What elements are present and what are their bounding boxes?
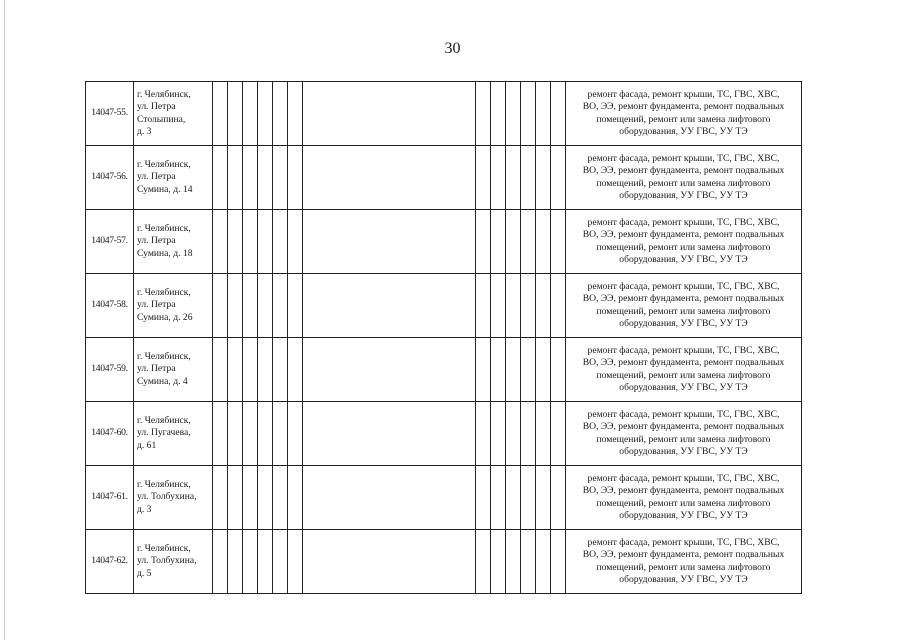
repair-works-line: ремонт фасада, ремонт крыши, ТС, ГВС, ХВС, — [587, 408, 780, 420]
table-row — [86, 82, 802, 146]
repair-works-line: ВО, ЭЭ, ремонт фундамента, ремонт подвальных — [582, 293, 785, 304]
empty-cell — [258, 338, 273, 402]
repair-works-line: оборудования, УУ ГВС, УУ ТЭ — [619, 382, 748, 393]
repair-works-line: помещений, ремонт или замена лифтового — [596, 497, 771, 509]
house-id-cell: 14047-56. — [86, 146, 134, 210]
empty-cell — [521, 466, 536, 530]
repair-works-line: оборудования, УУ ГВС, УУ ТЭ — [619, 446, 748, 457]
empty-cell — [491, 210, 506, 274]
empty-cell — [288, 82, 303, 146]
repair-works-line: ремонт фасада, ремонт крыши, ТС, ГВС, ХВС, — [587, 536, 780, 548]
empty-cell — [243, 530, 258, 594]
empty-cell — [536, 530, 551, 594]
address-line: г. Челябинск, — [137, 286, 191, 298]
empty-cell — [506, 146, 521, 210]
address-line: ул. Толбухина, — [137, 555, 197, 567]
empty-cell — [476, 82, 491, 146]
empty-cell — [551, 338, 566, 402]
empty-cell — [506, 466, 521, 530]
empty-cell — [536, 210, 551, 274]
empty-cell — [228, 82, 243, 146]
empty-wide-cell — [303, 530, 476, 594]
empty-cell — [491, 146, 506, 210]
address-line: д. 3 — [137, 126, 152, 137]
repair-works-line: ремонт фасада, ремонт крыши, ТС, ГВС, ХВС, — [587, 344, 780, 356]
repair-works-line: ремонт фасада, ремонт крыши, ТС, ГВС, ХВС, — [587, 216, 780, 228]
empty-cell — [521, 338, 536, 402]
empty-cell — [258, 274, 273, 338]
address-line: д. 3 — [137, 503, 152, 515]
address-line: ул. Толбухина, — [137, 491, 197, 503]
empty-cell — [551, 82, 566, 146]
empty-wide-cell — [303, 338, 476, 402]
repair-works-line: помещений, ремонт или замена лифтового — [596, 241, 771, 253]
house-id-cell: 14047-59. — [86, 338, 134, 402]
address-line: ул. Петра — [137, 101, 176, 112]
repair-works-line: ВО, ЭЭ, ремонт фундамента, ремонт подвальных — [582, 357, 785, 368]
empty-cell — [536, 338, 551, 402]
empty-wide-cell — [303, 82, 476, 146]
empty-cell — [536, 82, 551, 146]
empty-cell — [213, 210, 228, 274]
address-line: г. Челябинск, — [137, 88, 191, 100]
empty-cell — [228, 338, 243, 402]
empty-cell — [243, 210, 258, 274]
empty-wide-cell — [303, 146, 476, 210]
address-cell — [134, 338, 213, 402]
address-line: Сумина, д. 18 — [137, 247, 193, 259]
empty-cell — [288, 210, 303, 274]
empty-cell — [476, 402, 491, 466]
table-body — [86, 82, 802, 594]
empty-cell — [491, 530, 506, 594]
empty-cell — [213, 146, 228, 210]
address-cell — [134, 146, 213, 210]
address-line: ул. Петра — [137, 299, 176, 311]
empty-cell — [551, 274, 566, 338]
repair-works-line: оборудования, УУ ГВС, УУ ТЭ — [619, 318, 748, 329]
empty-cell — [551, 402, 566, 466]
repair-works-line: ВО, ЭЭ, ремонт фундамента, ремонт подвальных — [582, 421, 785, 432]
empty-cell — [476, 466, 491, 530]
address-line: Сумина, д. 26 — [137, 311, 193, 323]
empty-cell — [228, 210, 243, 274]
empty-cell — [273, 210, 288, 274]
empty-cell — [288, 274, 303, 338]
address-cell — [134, 530, 213, 594]
empty-cell — [506, 338, 521, 402]
empty-cell — [491, 82, 506, 146]
table-row — [86, 530, 802, 594]
empty-cell — [551, 210, 566, 274]
empty-cell — [288, 146, 303, 210]
empty-cell — [521, 210, 536, 274]
empty-cell — [228, 402, 243, 466]
repair-works-line: помещений, ремонт или замена лифтового — [596, 177, 771, 189]
repair-works-line: помещений, ремонт или замена лифтового — [596, 305, 771, 317]
empty-wide-cell — [303, 274, 476, 338]
empty-cell — [506, 530, 521, 594]
empty-cell — [258, 146, 273, 210]
empty-cell — [273, 530, 288, 594]
empty-cell — [273, 274, 288, 338]
empty-wide-cell — [303, 210, 476, 274]
empty-cell — [536, 146, 551, 210]
empty-cell — [491, 274, 506, 338]
empty-cell — [536, 466, 551, 530]
empty-cell — [213, 82, 228, 146]
repair-works-line: помещений, ремонт или замена лифтового — [596, 433, 771, 445]
page-edge — [4, 0, 5, 640]
address-line: г. Челябинск, — [137, 478, 191, 490]
empty-cell — [521, 146, 536, 210]
repair-works-line: оборудования, УУ ГВС, УУ ТЭ — [619, 190, 748, 201]
address-cell — [134, 210, 213, 274]
empty-cell — [228, 466, 243, 530]
repair-works-line: ВО, ЭЭ, ремонт фундамента, ремонт подвальных — [582, 485, 785, 496]
address-line: г. Челябинск, — [137, 414, 191, 426]
address-line: Сумина, д. 14 — [137, 183, 193, 195]
empty-cell — [491, 402, 506, 466]
empty-cell — [273, 338, 288, 402]
repair-works-line: ремонт фасада, ремонт крыши, ТС, ГВС, ХВС, — [587, 472, 780, 484]
address-line: д. 5 — [137, 567, 152, 579]
empty-cell — [536, 402, 551, 466]
repair-works-line: ВО, ЭЭ, ремонт фундамента, ремонт подвальных — [582, 229, 785, 240]
repair-works-cell — [566, 146, 802, 210]
empty-cell — [506, 210, 521, 274]
empty-cell — [258, 402, 273, 466]
empty-cell — [506, 82, 521, 146]
table-row — [86, 146, 802, 210]
table-row — [86, 338, 802, 402]
repair-works-line: ВО, ЭЭ, ремонт фундамента, ремонт подвальных — [582, 549, 785, 560]
empty-cell — [491, 338, 506, 402]
address-line: г. Челябинск, — [137, 350, 191, 362]
empty-cell — [476, 530, 491, 594]
empty-cell — [243, 338, 258, 402]
table-row — [86, 274, 802, 338]
empty-cell — [213, 274, 228, 338]
repair-works-line: оборудования, УУ ГВС, УУ ТЭ — [619, 254, 748, 265]
empty-cell — [551, 530, 566, 594]
repair-works-line: помещений, ремонт или замена лифтового — [596, 369, 771, 381]
repair-works-line: ремонт фасада, ремонт крыши, ТС, ГВС, ХВС, — [587, 152, 780, 164]
address-line: д. 61 — [137, 439, 157, 451]
address-line: ул. Пугачева, — [137, 427, 191, 439]
address-line: Столыпина, — [137, 113, 186, 125]
repair-works-line: оборудования, УУ ГВС, УУ ТЭ — [619, 510, 748, 521]
empty-cell — [228, 274, 243, 338]
empty-cell — [243, 274, 258, 338]
address-line: ул. Петра — [137, 235, 176, 247]
address-line: г. Челябинск, — [137, 542, 191, 554]
empty-cell — [288, 338, 303, 402]
repair-works-line: ВО, ЭЭ, ремонт фундамента, ремонт подвальных — [582, 101, 785, 112]
empty-cell — [491, 466, 506, 530]
repair-works-cell — [566, 82, 802, 146]
empty-cell — [476, 146, 491, 210]
empty-wide-cell — [303, 466, 476, 530]
address-cell — [134, 274, 213, 338]
empty-cell — [476, 338, 491, 402]
empty-cell — [213, 466, 228, 530]
empty-cell — [243, 402, 258, 466]
table-row — [86, 210, 802, 274]
empty-cell — [258, 530, 273, 594]
capital-repair-table — [85, 81, 802, 594]
repair-works-line: оборудования, УУ ГВС, УУ ТЭ — [619, 574, 748, 585]
empty-cell — [288, 530, 303, 594]
empty-cell — [476, 210, 491, 274]
house-id-cell: 14047-55. — [86, 82, 134, 146]
empty-cell — [288, 402, 303, 466]
repair-works-cell — [566, 338, 802, 402]
empty-cell — [228, 146, 243, 210]
empty-cell — [213, 402, 228, 466]
repair-works-cell — [566, 274, 802, 338]
empty-cell — [273, 402, 288, 466]
repair-works-line: ВО, ЭЭ, ремонт фундамента, ремонт подвальных — [582, 165, 785, 176]
house-id-cell: 14047-62. — [86, 530, 134, 594]
empty-cell — [551, 466, 566, 530]
repair-works-line: помещений, ремонт или замена лифтового — [596, 561, 771, 573]
repair-works-line: оборудования, УУ ГВС, УУ ТЭ — [619, 126, 748, 137]
empty-cell — [288, 466, 303, 530]
empty-cell — [521, 402, 536, 466]
empty-cell — [213, 530, 228, 594]
repair-works-line: помещений, ремонт или замена лифтового — [596, 113, 771, 125]
empty-cell — [521, 274, 536, 338]
repair-works-line: ремонт фасада, ремонт крыши, ТС, ГВС, ХВС, — [587, 88, 780, 100]
empty-cell — [243, 466, 258, 530]
address-line: ул. Петра — [137, 171, 176, 183]
address-line: г. Челябинск, — [137, 222, 191, 234]
empty-cell — [243, 82, 258, 146]
address-line: Сумина, д. 4 — [137, 375, 188, 387]
empty-cell — [521, 530, 536, 594]
repair-works-cell — [566, 402, 802, 466]
empty-cell — [476, 274, 491, 338]
repair-works-line: ремонт фасада, ремонт крыши, ТС, ГВС, ХВС, — [587, 280, 780, 292]
empty-cell — [258, 466, 273, 530]
house-id-cell: 14047-57. — [86, 210, 134, 274]
empty-cell — [258, 82, 273, 146]
empty-cell — [258, 210, 273, 274]
empty-cell — [213, 338, 228, 402]
repair-works-cell — [566, 466, 802, 530]
empty-cell — [273, 146, 288, 210]
page-number: 30 — [444, 40, 461, 57]
table-row — [86, 466, 802, 530]
empty-cell — [536, 274, 551, 338]
table-row — [86, 402, 802, 466]
address-line: г. Челябинск, — [137, 158, 191, 170]
empty-cell — [243, 146, 258, 210]
empty-cell — [551, 146, 566, 210]
empty-cell — [228, 530, 243, 594]
house-id-cell: 14047-61. — [86, 466, 134, 530]
empty-cell — [521, 82, 536, 146]
empty-cell — [273, 82, 288, 146]
empty-cell — [273, 466, 288, 530]
address-cell — [134, 82, 213, 146]
empty-cell — [506, 402, 521, 466]
empty-wide-cell — [303, 402, 476, 466]
repair-works-cell — [566, 530, 802, 594]
empty-cell — [506, 274, 521, 338]
address-cell — [134, 402, 213, 466]
house-id-cell: 14047-60. — [86, 402, 134, 466]
address-cell — [134, 466, 213, 530]
address-line: ул. Петра — [137, 363, 176, 375]
repair-works-cell — [566, 210, 802, 274]
house-id-cell: 14047-58. — [86, 274, 134, 338]
